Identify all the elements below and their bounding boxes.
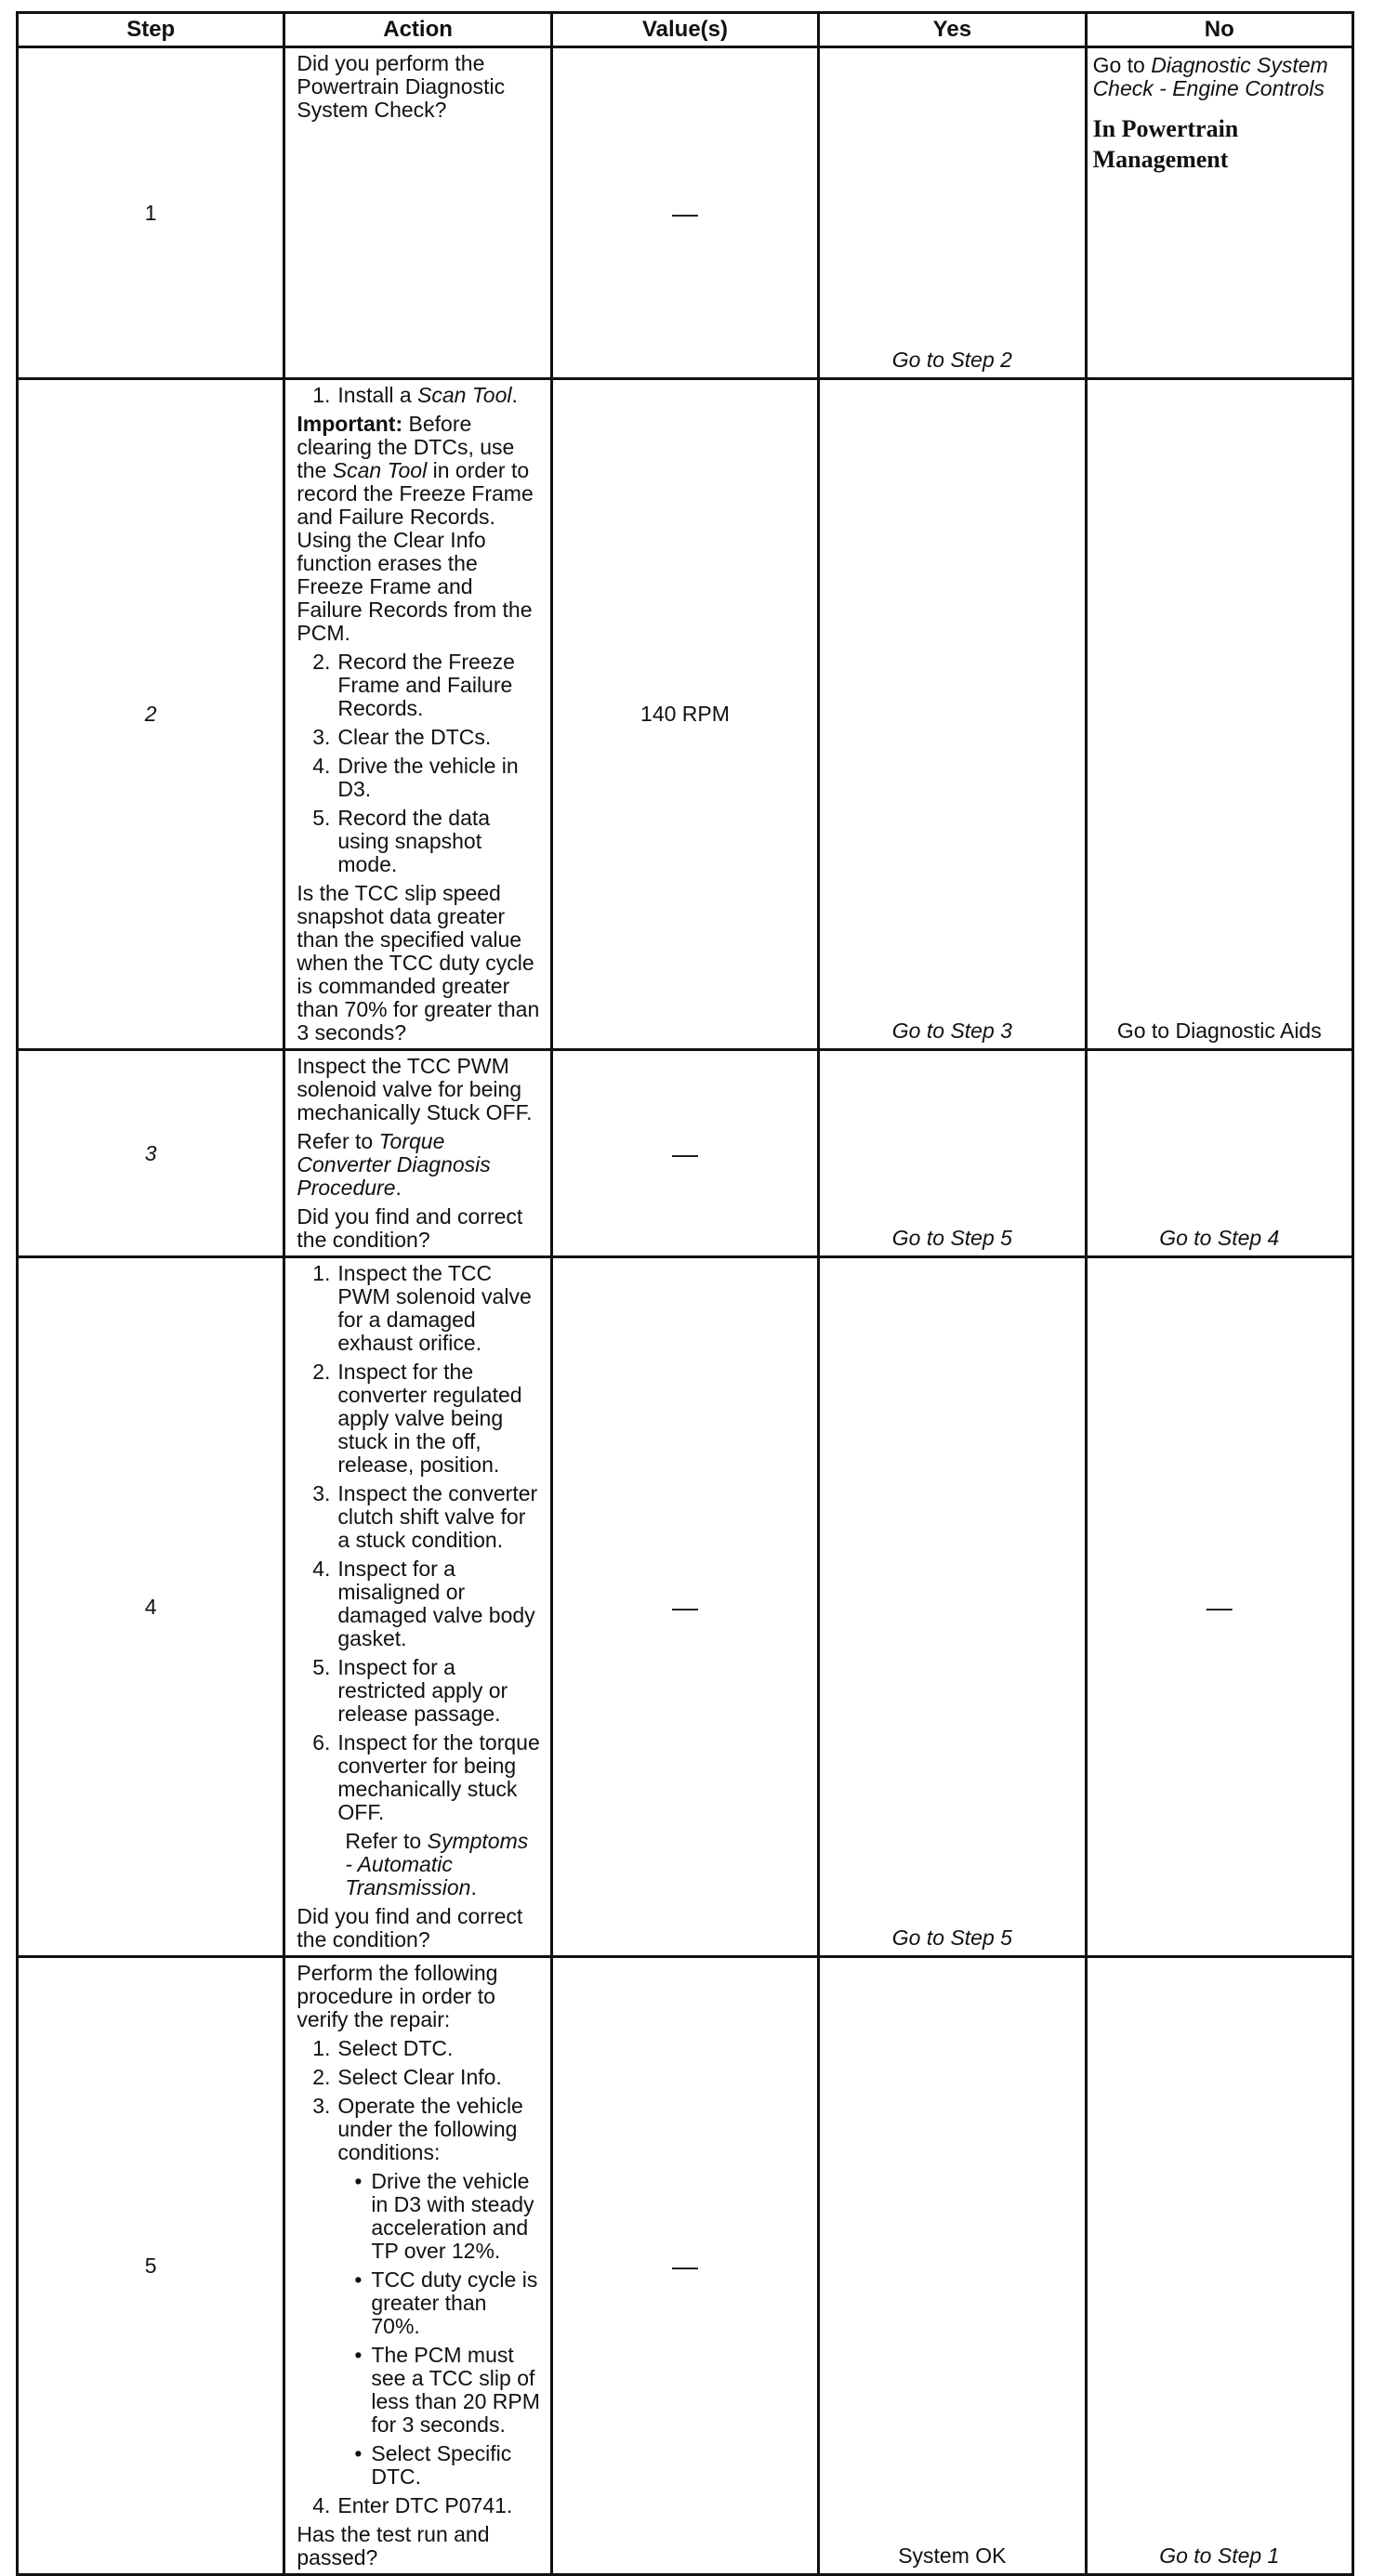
action-cell (284, 379, 551, 1050)
list-item: 6. Inspect for the torque converter for being mechanically stuck OFF. (312, 1730, 540, 1824)
action-cell (284, 1957, 551, 2575)
list-item: 5. Record the data using snapshot mode. (312, 806, 491, 876)
action-text: Inspect the TCC PWM solenoid valve for being mechanically Stuck OFF. (297, 1054, 533, 1124)
yes-outcome: Go to Step 3 (891, 1019, 1012, 1043)
list-item: 5. Inspect for a restricted apply or release passage. (312, 1655, 508, 1726)
table-row (18, 1257, 1353, 1957)
value-cell: 140 RPM (551, 379, 818, 1050)
no-outcome: Go to Step 4 (1159, 1226, 1280, 1250)
list-item: 1. Select DTC. (312, 2036, 454, 2060)
value-cell: — (551, 47, 818, 379)
yes-cell (819, 1050, 1086, 1257)
yes-outcome: Go to Step 5 (891, 1925, 1012, 1950)
yes-outcome: Go to Step 5 (891, 1226, 1012, 1250)
bullet-item: • The PCM must see a TCC slip of less than 20 RPM for 3 seconds. (354, 2343, 540, 2437)
important-note: Important: Before clearing the DTCs, use the Scan Tool in order to record the Freeze Frame and Failure Records. Using the Clear Info function erases the Freeze Frame and Failure Records from the PCM. (297, 412, 534, 645)
step-number: 4 (18, 1257, 284, 1957)
no-outcome: Go to Step 1 (1159, 2543, 1280, 2568)
action-question: Has the test run and passed? (297, 2522, 490, 2569)
list-item: 4. Drive the vehicle in D3. (312, 754, 519, 801)
value-cell: — (551, 1257, 818, 1957)
yes-cell (819, 379, 1086, 1050)
no-outcome-prefix: Go to (1092, 53, 1152, 77)
yes-outcome: System OK (898, 2543, 1007, 2568)
yes-outcome: Go to Step 2 (891, 348, 1012, 372)
action-intro: Perform the following procedure in order to verify the repair: (297, 1961, 498, 2031)
header-no: No (1086, 13, 1352, 47)
list-item: 2. Inspect for the converter regulated apply valve being stuck in the off, release, position. (312, 1360, 522, 1477)
diagnostic-table (16, 11, 1354, 2576)
table-row (18, 1050, 1353, 1257)
yes-cell (819, 1957, 1086, 2575)
list-item: 3. Inspect the converter clutch shift valve for a stuck condition. (312, 1481, 538, 1552)
step-number: 3 (18, 1050, 284, 1257)
list-item: 2. Select Clear Info. (312, 2065, 502, 2089)
refer-text: Refer to Symptoms - Automatic Transmission. (345, 1829, 529, 1899)
no-cell (1086, 1050, 1352, 1257)
list-item: 1. Install a Scan Tool. (312, 383, 518, 407)
list-item: 3. Operate the vehicle under the following conditions: (312, 2094, 523, 2164)
no-cell (1086, 1957, 1352, 2575)
header-step: Step (18, 13, 284, 47)
list-item: 4. Inspect for a misaligned or damaged valve body gasket. (312, 1557, 535, 1650)
action-question: Did you find and correct the condition? (297, 1904, 523, 1952)
list-item: 1. Inspect the TCC PWM solenoid valve for a damaged exhaust orifice. (312, 1261, 532, 1355)
list-item: 4. Enter DTC P0741. (312, 2493, 513, 2517)
action-question: Did you find and correct the condition? (297, 1204, 523, 1252)
table-row (18, 1957, 1353, 2575)
step-number: 1 (18, 47, 284, 379)
no-outcome: Go to Diagnostic Aids (1116, 1019, 1322, 1043)
action-cell (284, 47, 551, 379)
bullet-item: • TCC duty cycle is greater than 70%. (354, 2267, 538, 2338)
refer-text: Refer to Torque Converter Diagnosis Procedure. (297, 1129, 491, 1200)
action-question: Is the TCC slip speed snapshot data greater than the specified value when the TCC duty cycle is commanded greater than 70% for greater than 3 seconds? (297, 881, 540, 1045)
bullet-item: • Drive the vehicle in D3 with steady acceleration and TP over 12%. (354, 2169, 534, 2263)
no-cell (1086, 379, 1352, 1050)
yes-cell (819, 47, 1086, 379)
no-cell (1086, 47, 1352, 379)
action-cell (284, 1257, 551, 1957)
header-yes: Yes (819, 13, 1086, 47)
list-item: 3. Clear the DTCs. (312, 725, 492, 749)
no-outcome-note: In Powertrain Management (1092, 115, 1239, 173)
step-number: 5 (18, 1957, 284, 2575)
table-header-row (18, 13, 1353, 47)
no-cell: — (1086, 1257, 1352, 1957)
header-values: Value(s) (551, 13, 818, 47)
no-outcome-link: Diagnostic System Check - Engine Controls (1092, 53, 1328, 100)
step-number: 2 (18, 379, 284, 1050)
header-action: Action (284, 13, 551, 47)
value-cell: — (551, 1957, 818, 2575)
table-row (18, 379, 1353, 1050)
action-question: Did you perform the Powertrain Diagnostic System Check? (297, 51, 506, 122)
table-row (18, 47, 1353, 379)
list-item: 2. Record the Freeze Frame and Failure Records. (312, 650, 515, 720)
bullet-item: • Select Specific DTC. (354, 2441, 512, 2489)
action-cell (284, 1050, 551, 1257)
yes-cell (819, 1257, 1086, 1957)
diagnostic-table-sheet (16, 11, 1354, 2576)
value-cell: — (551, 1050, 818, 1257)
